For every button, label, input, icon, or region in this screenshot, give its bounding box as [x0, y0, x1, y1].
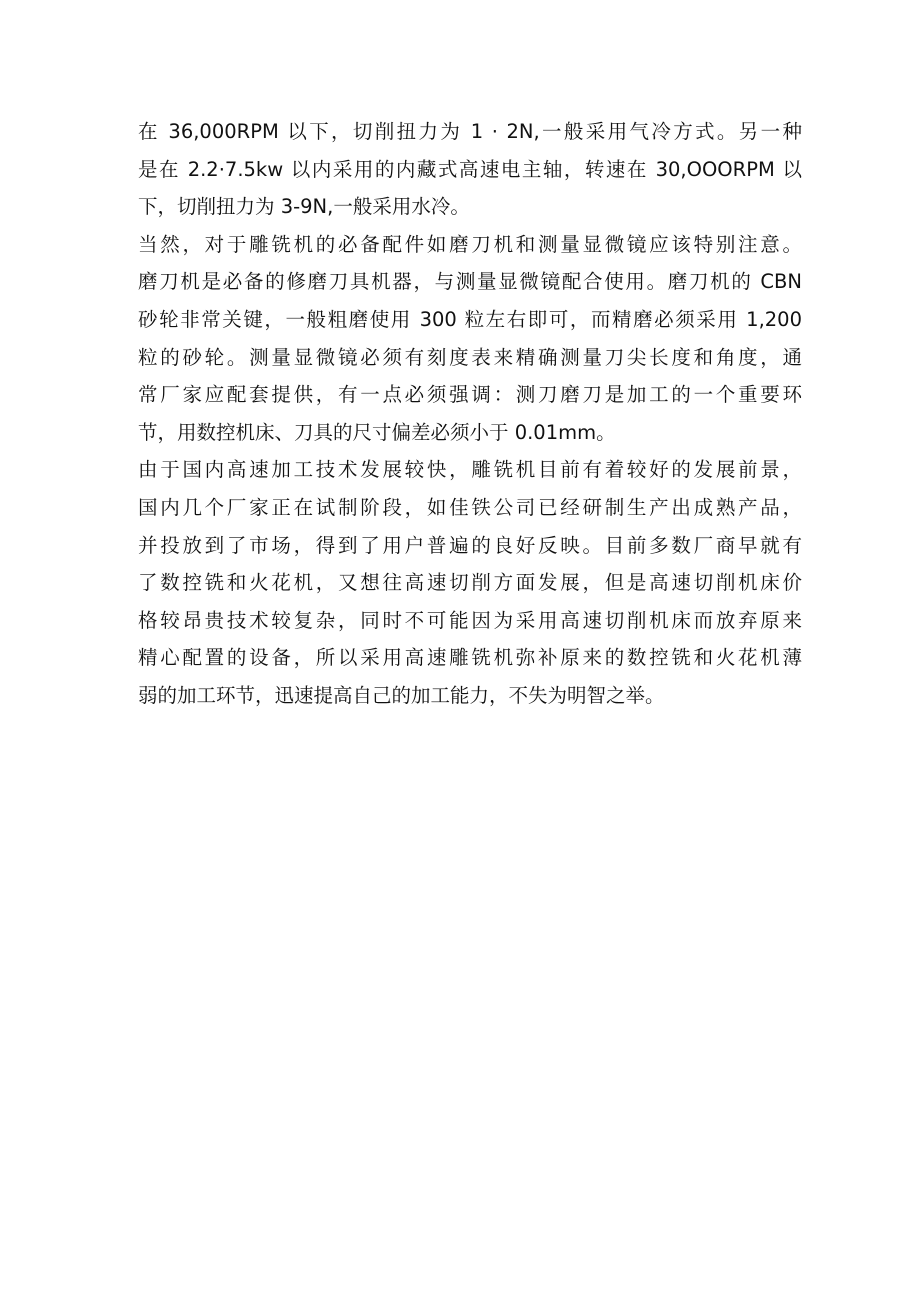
text-line: 当然，对于雕铣机的必备配件如磨刀机和测量显微镜应该特别注意。 [138, 232, 802, 256]
paragraph-accessories [138, 226, 802, 452]
text-line: 是在 2.2·7.5kw 以内采用的内藏式高速电主轴，转速在 30,OOORPM 以 [138, 157, 802, 181]
text-line: 砂轮非常关键，一般粗磨使用 300 粒左右即可，而精磨必须采用 1,200 [138, 307, 802, 331]
document-body [138, 113, 802, 715]
text-line: 并投放到了市场，得到了用户普遍的良好反映。目前多数厂商早就有 [138, 533, 802, 557]
text-line: 粒的砂轮。测量显微镜必须有刻度表来精确测量刀尖长度和角度，通 [138, 345, 802, 369]
text-line: 常厂家应配套提供，有一点必须强调：测刀磨刀是加工的一个重要环 [138, 383, 802, 407]
text-line: 节，用数控机床、刀具的尺寸偏差必须小于 0.01mm。 [138, 420, 616, 444]
paragraph-market-outlook [138, 451, 802, 714]
text-line: 在 36,000RPM 以下，切削扭力为 1 · 2N,一般采用气冷方式。另一种 [138, 120, 802, 143]
text-line: 下，切削扭力为 3-9N,一般采用水冷。 [138, 195, 470, 219]
text-line: 精心配置的设备，所以采用高速雕铣机弥补原来的数控铣和火花机薄 [138, 646, 802, 670]
text-line: 弱的加工环节，迅速提高自己的加工能力，不失为明智之举。 [138, 683, 665, 707]
text-line: 了数控铣和火花机，又想往高速切削方面发展，但是高速切削机床价 [138, 571, 802, 595]
text-line: 磨刀机是必备的修磨刀具机器，与测量显微镜配合使用。磨刀机的 CBN [138, 270, 802, 294]
paragraph-spindle-specs [138, 113, 802, 226]
text-line: 由于国内高速加工技术发展较快，雕铣机目前有着较好的发展前景， [138, 458, 802, 482]
text-line: 格较昂贵技术较复杂，同时不可能因为采用高速切削机床而放弃原来 [138, 608, 802, 632]
text-line: 国内几个厂家正在试制阶段，如佳铁公司已经研制生产出成熟产品， [138, 495, 802, 519]
